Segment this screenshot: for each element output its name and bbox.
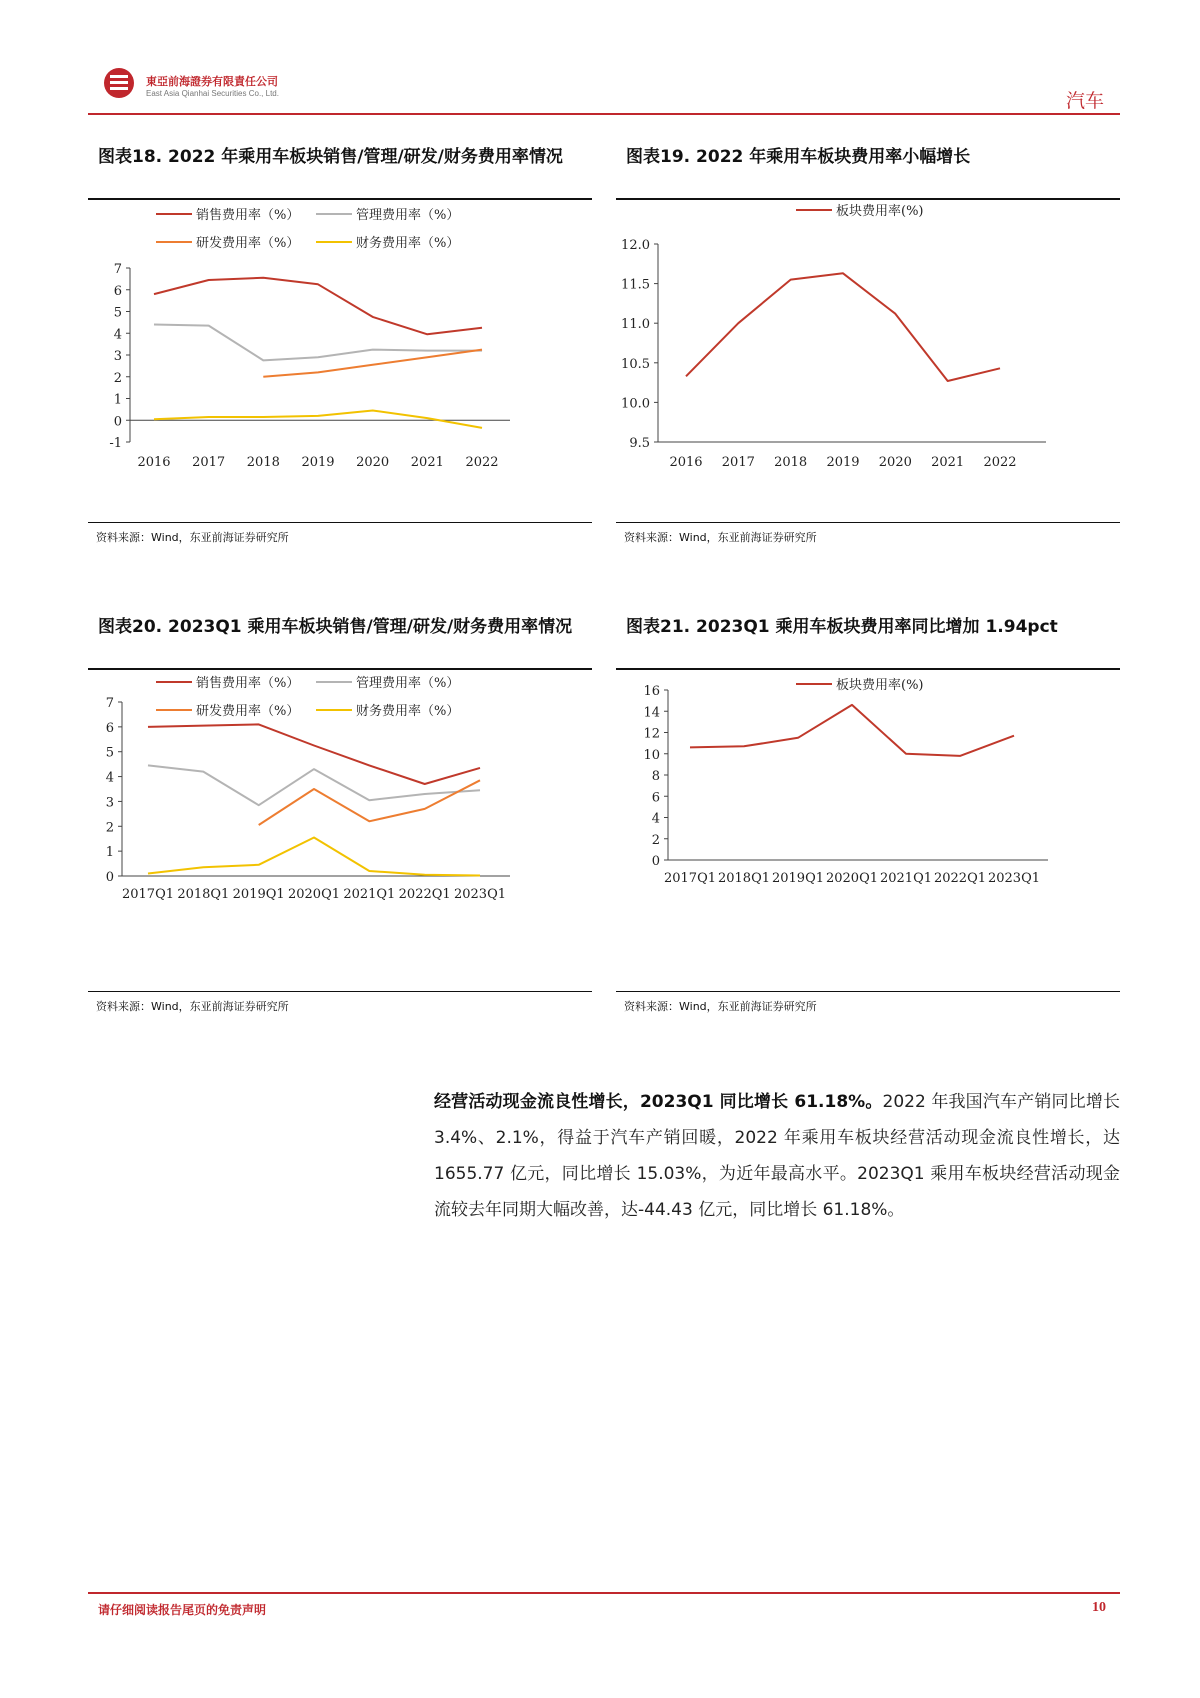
figure-20-bottom-rule [88, 991, 592, 992]
y-tick-label: 12 [643, 726, 660, 742]
y-tick-label: 14 [643, 705, 660, 721]
figure-20-title: 图表20. 2023Q1 乘用车板块销售/管理/研发/财务费用率情况 [98, 617, 573, 637]
series-line [690, 705, 1014, 756]
figure-21-source: 资料来源：Wind，东亚前海证券研究所 [624, 1000, 817, 1013]
x-tick-label: 2020 [356, 455, 390, 470]
chart-plot-group [643, 677, 1048, 886]
figure-19-top-rule [616, 198, 1120, 200]
x-tick-label: 2019Q1 [232, 887, 285, 902]
page-header [0, 0, 1200, 120]
paragraph-lead: 经营活动现金流良性增长，2023Q1 同比增长 61.18%。 [434, 1092, 883, 1112]
y-tick-label: 0 [651, 854, 660, 869]
series-line [263, 350, 482, 377]
legend-label: 财务费用率（%） [356, 236, 460, 251]
figure-20-source: 资料来源：Wind，东亚前海证券研究所 [96, 1000, 289, 1013]
x-tick-label: 2022Q1 [398, 887, 451, 902]
chart-expense-rates-q1 [88, 672, 592, 992]
company-logo-icon [104, 68, 134, 98]
legend-label: 研发费用率（%） [196, 236, 300, 251]
y-tick-label: 0 [113, 414, 122, 430]
series-line [259, 780, 480, 825]
x-tick-label: 2022 [465, 455, 499, 470]
figure-21-bottom-rule [616, 991, 1120, 992]
y-tick-label: 8 [651, 769, 660, 784]
legend-label: 管理费用率（%） [356, 676, 460, 691]
chart-plot-group [106, 675, 510, 902]
y-tick-label: 6 [105, 720, 114, 736]
figure-19-title: 图表19. 2022 年乘用车板块费用率小幅增长 [626, 147, 971, 167]
x-tick-label: 2022 [983, 455, 1017, 470]
x-tick-label: 2018Q1 [177, 887, 230, 902]
x-tick-label: 2016 [137, 455, 171, 470]
figure-18-bottom-rule [88, 522, 592, 523]
legend-label: 销售费用率（%） [196, 676, 300, 691]
x-tick-label: 2022Q1 [933, 871, 987, 886]
x-tick-label: 2020Q1 [287, 887, 341, 902]
y-tick-label: 16 [643, 684, 660, 699]
x-tick-label: 2017Q1 [121, 887, 175, 902]
y-tick-label: 10 [643, 747, 660, 763]
figure-18-source: 资料来源：Wind，东亚前海证券研究所 [96, 531, 289, 544]
y-tick-label: 11.0 [621, 317, 650, 333]
y-tick-label: 7 [113, 262, 122, 277]
x-tick-label: 2019Q1 [771, 871, 825, 886]
x-tick-label: 2017 [721, 455, 755, 470]
x-tick-label: 2023Q1 [453, 887, 507, 902]
x-tick-label: 2017 [192, 455, 226, 470]
x-tick-label: 2019 [301, 455, 335, 470]
x-tick-label: 2018 [774, 455, 808, 470]
y-tick-label: 11.5 [621, 277, 650, 293]
y-tick-label: -1 [109, 436, 122, 451]
x-tick-label: 2019 [826, 455, 860, 470]
chart-plot-group [621, 203, 1046, 470]
x-tick-label: 2018 [246, 455, 280, 470]
legend-label: 财务费用率（%） [356, 704, 460, 719]
figure-19-source: 资料来源：Wind，东亚前海证券研究所 [624, 531, 817, 544]
y-tick-label: 10.0 [621, 396, 650, 412]
figure-20-top-rule [88, 668, 592, 670]
company-name-en: East Asia Qianhai Securities Co., Ltd. [146, 89, 279, 98]
series-line [686, 273, 1000, 381]
company-name-cn: 東亞前海證券有限責任公司 [146, 75, 278, 88]
legend-label: 板块费用率(%) [836, 204, 924, 219]
x-tick-label: 2023Q1 [987, 871, 1041, 886]
series-line [154, 325, 482, 361]
x-tick-label: 2016 [669, 455, 703, 470]
x-tick-label: 2018Q1 [717, 871, 771, 886]
header-divider [88, 113, 1120, 115]
chart-plot-group [109, 207, 510, 470]
x-tick-label: 2021 [410, 455, 444, 470]
y-tick-label: 2 [113, 370, 122, 386]
y-tick-label: 2 [651, 832, 660, 848]
page-number: 10 [1092, 1600, 1106, 1615]
y-tick-label: 2 [105, 820, 114, 836]
series-line [148, 724, 480, 784]
x-tick-label: 2020Q1 [825, 871, 879, 886]
analysis-paragraph [434, 1084, 1120, 1228]
y-tick-label: 0 [105, 870, 114, 885]
disclaimer-note: 请仔细阅读报告尾页的免责声明 [98, 1603, 267, 1617]
x-tick-label: 2021Q1 [343, 887, 396, 902]
legend-label: 销售费用率（%） [196, 208, 300, 223]
legend-label: 研发费用率（%） [196, 704, 300, 719]
y-tick-label: 4 [113, 327, 122, 343]
footer-divider [88, 1592, 1120, 1594]
chart-total-expense-rate-2016-2022 [616, 202, 1120, 532]
legend-label: 管理费用率（%） [356, 208, 460, 223]
y-tick-label: 4 [105, 770, 114, 786]
series-line [148, 838, 480, 876]
x-tick-label: 2017Q1 [663, 871, 717, 886]
chart-total-expense-rate-q1 [616, 672, 1120, 992]
y-tick-label: 9.5 [629, 436, 650, 451]
series-line [148, 765, 480, 805]
paragraph-body: 2022 年我国汽车产销同比增长 3.4%、2.1%，得益于汽车产销回暖，2022 年乘用车板块经营活动现金流良性增长，达 1655.77 亿元，同比增长 15.03%，为近年最高水平。2023Q1 乘用车板块经营活动现金流较去年同期大幅改善，达-44.43 亿元，同比增长 61.18%。 [434, 1092, 1120, 1220]
y-tick-label: 1 [105, 845, 114, 861]
y-tick-label: 3 [113, 349, 122, 364]
y-tick-label: 5 [105, 745, 114, 761]
x-tick-label: 2020 [878, 455, 912, 470]
figure-18-top-rule [88, 198, 592, 200]
x-tick-label: 2021Q1 [879, 871, 933, 886]
series-line [154, 411, 482, 428]
x-tick-label: 2021 [931, 455, 965, 470]
legend-label: 板块费用率(%) [836, 678, 924, 693]
y-tick-label: 1 [113, 392, 122, 408]
y-tick-label: 6 [113, 283, 122, 299]
y-tick-label: 4 [651, 811, 660, 827]
figure-18-title: 图表18. 2022 年乘用车板块销售/管理/研发/财务费用率情况 [98, 147, 563, 167]
y-tick-label: 3 [105, 795, 114, 811]
y-tick-label: 10.5 [621, 356, 650, 372]
y-tick-label: 12.0 [621, 238, 650, 253]
y-tick-label: 5 [113, 305, 122, 321]
y-tick-label: 6 [651, 790, 660, 806]
figure-21-top-rule [616, 668, 1120, 670]
figure-21-title: 图表21. 2023Q1 乘用车板块费用率同比增加 1.94pct [626, 617, 1058, 637]
chart-expense-rates-2016-2022 [88, 202, 592, 532]
figure-19-bottom-rule [616, 522, 1120, 523]
report-category: 汽车 [1065, 90, 1104, 112]
y-tick-label: 7 [105, 696, 114, 711]
